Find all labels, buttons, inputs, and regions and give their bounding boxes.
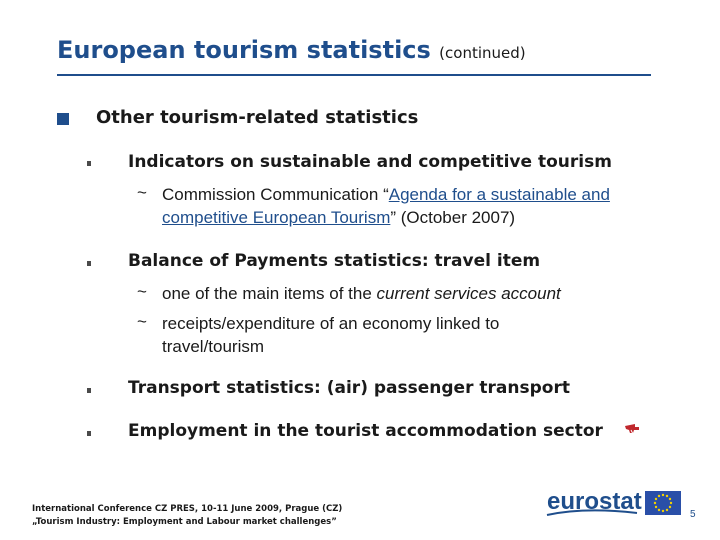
- page-number: 5: [690, 509, 696, 520]
- square-bullet-icon: [57, 113, 69, 125]
- sub-bullet-icon: [87, 261, 91, 266]
- item-transport-statistics: Transport statistics: (air) passenger transport: [128, 378, 570, 398]
- detail-emphasis: current services account: [376, 284, 561, 303]
- detail-receipts-expenditure: receipts/expenditure of an economy linked to travel/tourism: [162, 314, 500, 356]
- detail-main-items: [162, 282, 662, 305]
- footer-conference: International Conference CZ PRES, 10-11 June 2009, Prague (CZ): [32, 504, 343, 514]
- item-employment-accommodation: Employment in the tourist accommodation sector: [128, 421, 603, 441]
- sub-bullet-icon: [87, 388, 91, 393]
- tilde-bullet: ~: [137, 183, 147, 202]
- slide-title-sub: (continued): [439, 44, 526, 62]
- footer-theme: „Tourism Industry: Employment and Labour market challenges”: [32, 517, 337, 527]
- slide-title-main: European tourism statistics: [57, 36, 431, 64]
- slide-title: [57, 36, 526, 64]
- section-heading: Other tourism-related statistics: [96, 107, 419, 128]
- eurostat-logo-text: eurostat: [547, 488, 642, 515]
- sub-bullet-icon: [87, 161, 91, 166]
- detail-commission-communication: [162, 183, 662, 229]
- title-divider: [57, 74, 651, 76]
- item-balance-of-payments: Balance of Payments statistics: travel item: [128, 251, 541, 271]
- pointing-hand-icon[interactable]: [624, 422, 640, 436]
- detail-prefix: one of the main items of the: [162, 284, 377, 303]
- eurostat-logo: [545, 485, 685, 521]
- detail-suffix: ” (October 2007): [390, 208, 516, 227]
- sub-bullet-icon: [87, 431, 91, 436]
- tilde-bullet: ~: [137, 282, 147, 301]
- detail-prefix: Commission Communication “: [162, 185, 389, 204]
- item-sustainable-tourism: Indicators on sustainable and competitive tourism: [128, 152, 612, 172]
- tilde-bullet: ~: [137, 312, 147, 331]
- footer: [32, 503, 342, 529]
- agenda-link[interactable]: Agenda for a sustainable and competitive European Tourism: [162, 185, 610, 227]
